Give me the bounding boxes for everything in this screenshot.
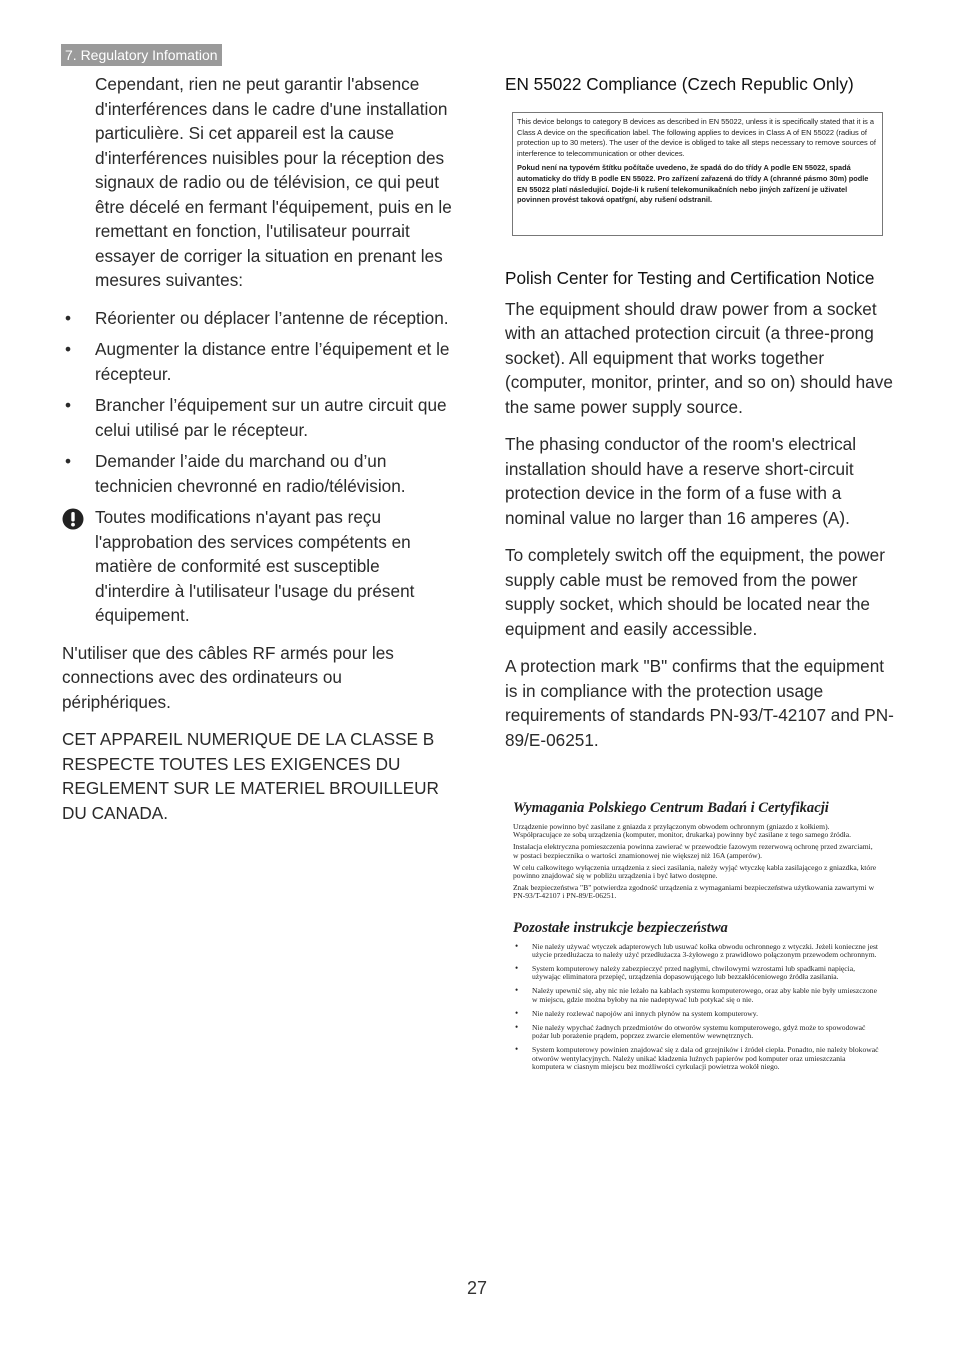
pl-paragraph: Znak bezpieczeństwa "B" potwierdza zgodność urządzenia z wymaganiami bezpieczeństwa użytkowania zawartymi w PN-93/T-42107 i PN-89/E-06251. <box>513 883 875 901</box>
polish-section <box>505 266 897 752</box>
list-item: • Nie należy wpychać żadnych przedmiotów do otworów systemu komputerowego, gdyż może to spowodować pożar lub porażenie prądem, poprzez zwarcie elementów wewnętrznych. <box>513 1024 879 1040</box>
bullet-glyph: • <box>65 451 72 471</box>
polish-paragraph: The equipment should draw power from a socket with an attached protection circuit (a three-prong socket). All equipment that works together (computer, monitor, printer, and so on) should have the same power supply source. <box>505 298 893 417</box>
list-item: • Réorienter ou déplacer l’antenne de réception. <box>62 306 454 331</box>
warning-note <box>62 505 454 628</box>
list-item: • Augmenter la distance entre l’équipement et le récepteur. <box>65 339 450 384</box>
bullet-glyph: • <box>65 395 72 415</box>
pl-paragraph: Urządzenie powinno być zasilane z gniazda z przyłączonym obwodem ochronnym (gniazdo z kołkiem). Współpracujące ze sobą urządzenia (komputer, monitor, drukarka) powinny być zasilane z tego samego źródła. <box>513 822 852 840</box>
intro-paragraph: Cependant, rien ne peut garantir l'absence d'interférences dans le cadre d'une installation particulière. Si cet appareil est la cause d'interférences nuisibles pour la réception des signaux de radio ou de télévision, ce qui peut être décelé en fermant l'équipement, puis en le remettant en fonction, l'utilisateur pourrait essayer de corriger la situation en prenant les mesures suivantes: <box>95 74 452 290</box>
left-column <box>62 72 454 825</box>
list-item: • Nie należy rozlewać napojów ani innych płynów na system komputerowy. <box>513 1010 879 1018</box>
polish-paragraph: A protection mark "B" confirms that the equipment is in compliance with the protection usage requirements of standards PN-93/T-42107 and PN-89/E-06251. <box>505 656 894 750</box>
polish-requirements-image <box>513 797 879 1077</box>
pl-list <box>513 943 879 1071</box>
rf-note: N'utiliser que des câbles RF armés pour les connections avec des ordinateurs ou périphériques. <box>62 642 394 712</box>
czech-heading: EN 55022 Compliance (Czech Republic Only) <box>505 74 854 94</box>
bullet-glyph: • <box>65 307 72 328</box>
polish-heading: Polish Center for Testing and Certification Notice <box>505 268 875 288</box>
right-column <box>505 72 897 97</box>
pl-title2: Pozostałe instrukcje bezpieczeństwa <box>513 919 728 936</box>
pl-title: Wymagania Polskiego Centrum Badań i Certyfikacji <box>513 800 829 816</box>
pl-paragraph: Instalacja elektryczna pomieszczenia powinna zawierać w przewodzie fazowym rezerwową ochronę przed zwarciami, w postaci bezpiecznika o wartości znamionowej nie większej niż 16A (amperów). <box>513 842 873 860</box>
list-item: • Brancher l’équipement sur un autre circuit que celui utilisé par le récepteur. <box>65 395 447 440</box>
polish-paragraph: The phasing conductor of the room's electrical installation should have a reserve short-circuit protection device in the form of a fuse with a nominal value no larger than 16 amperes (A). <box>505 434 857 528</box>
list-item: • System komputerowy należy zabezpieczyć przed nagłymi, chwilowymi wzrostami lub spadkami napięcia, używając eliminatora przepięć, urządzenia dopasowującego lub bezzakłóceniowego źródła zasilania. <box>513 965 879 981</box>
bullet-glyph: • <box>65 339 72 359</box>
czech-notice-image <box>512 112 883 236</box>
section-tag: 7. Regulatory Infomation <box>61 44 222 66</box>
list-item: • System komputerowy powinien znajdować się z dala od grzejników i źródeł ciepła. Ponadto, nie należy blokować otworów wentylacyjnych. Należy unikać kładzenia luźnych papierów pod komputer oraz umieszczania komputera w ciasnym miejscu bez możliwości cyrkulacji powietrza wokół niego. <box>513 1046 879 1071</box>
list-item: • Demander l’aide du marchand ou d’un technicien chevronné en radio/télévision. <box>65 451 406 496</box>
czech-english-text: This device belongs to category B devices as described in EN 55022, unless it is specifically stated that it is a Class A device on the specification label. The following applies to devices in Class A of EN 55022 (radius of protection up to 30 meters). The user of the device is obliged to take all steps necessary to remove sources of interference to telecommunication or other devices. <box>517 117 876 158</box>
page-number: 27 <box>466 1278 488 1298</box>
exclamation-circle-icon <box>62 508 84 530</box>
list-item: • Nie należy używać wtyczek adapterowych lub usuwać kołka obwodu ochronnego z wtyczki. Jeżeli konieczne jest użycie przedłużacza to należy użyć przedłużacza 3-żyłowego z prawidłowo połączonym przewodem ochronnym. <box>513 943 879 959</box>
canada-note: CET APPAREIL NUMERIQUE DE LA CLASSE B RESPECTE TOUTES LES EXIGENCES DU REGLEMENT SUR LE MATERIEL BROUILLEUR DU CANADA. <box>62 729 439 823</box>
warning-text: Toutes modifications n'ayant pas reçu l'approbation des services compétents en matière de conformité est susceptible d'interdire à l'utilisateur l'usage du présent équipement. <box>95 507 415 625</box>
polish-paragraph: To completely switch off the equipment, the power supply cable must be removed from the power supply socket, which should be located near the equipment and easily accessible. <box>505 545 885 639</box>
czech-czech-text: Pokud není na typovém štítku počítače uvedeno, že spadá do do třídy A podle EN 55022, spadá automaticky do třídy B podle EN 55022. Pro zařízení zařazená do třídy A (chranné pásmo 30m) podle EN 55022 platí následující. Dojde-li k rušení telekomunikačních nebo jiných zařízení je uživatel povinnen provést taková opatřgní, aby rušení odstranil. <box>517 163 869 205</box>
bullet-list <box>62 306 454 499</box>
pl-paragraph: W celu całkowitego wyłączenia urządzenia z sieci zasilania, należy wyjąć wtyczkę kabla zasilającego z gniazdka, które powinno znajdować się w pobliżu urządzenia i być łatwo dostępne. <box>513 862 877 881</box>
list-item: • Należy upewnić się, aby nic nie leżało na kablach systemu komputerowego, oraz aby kable nie były umieszczone w miejscu, gdzie można byłoby na nie nadeptywać lub potykać się o nie. <box>513 987 879 1003</box>
